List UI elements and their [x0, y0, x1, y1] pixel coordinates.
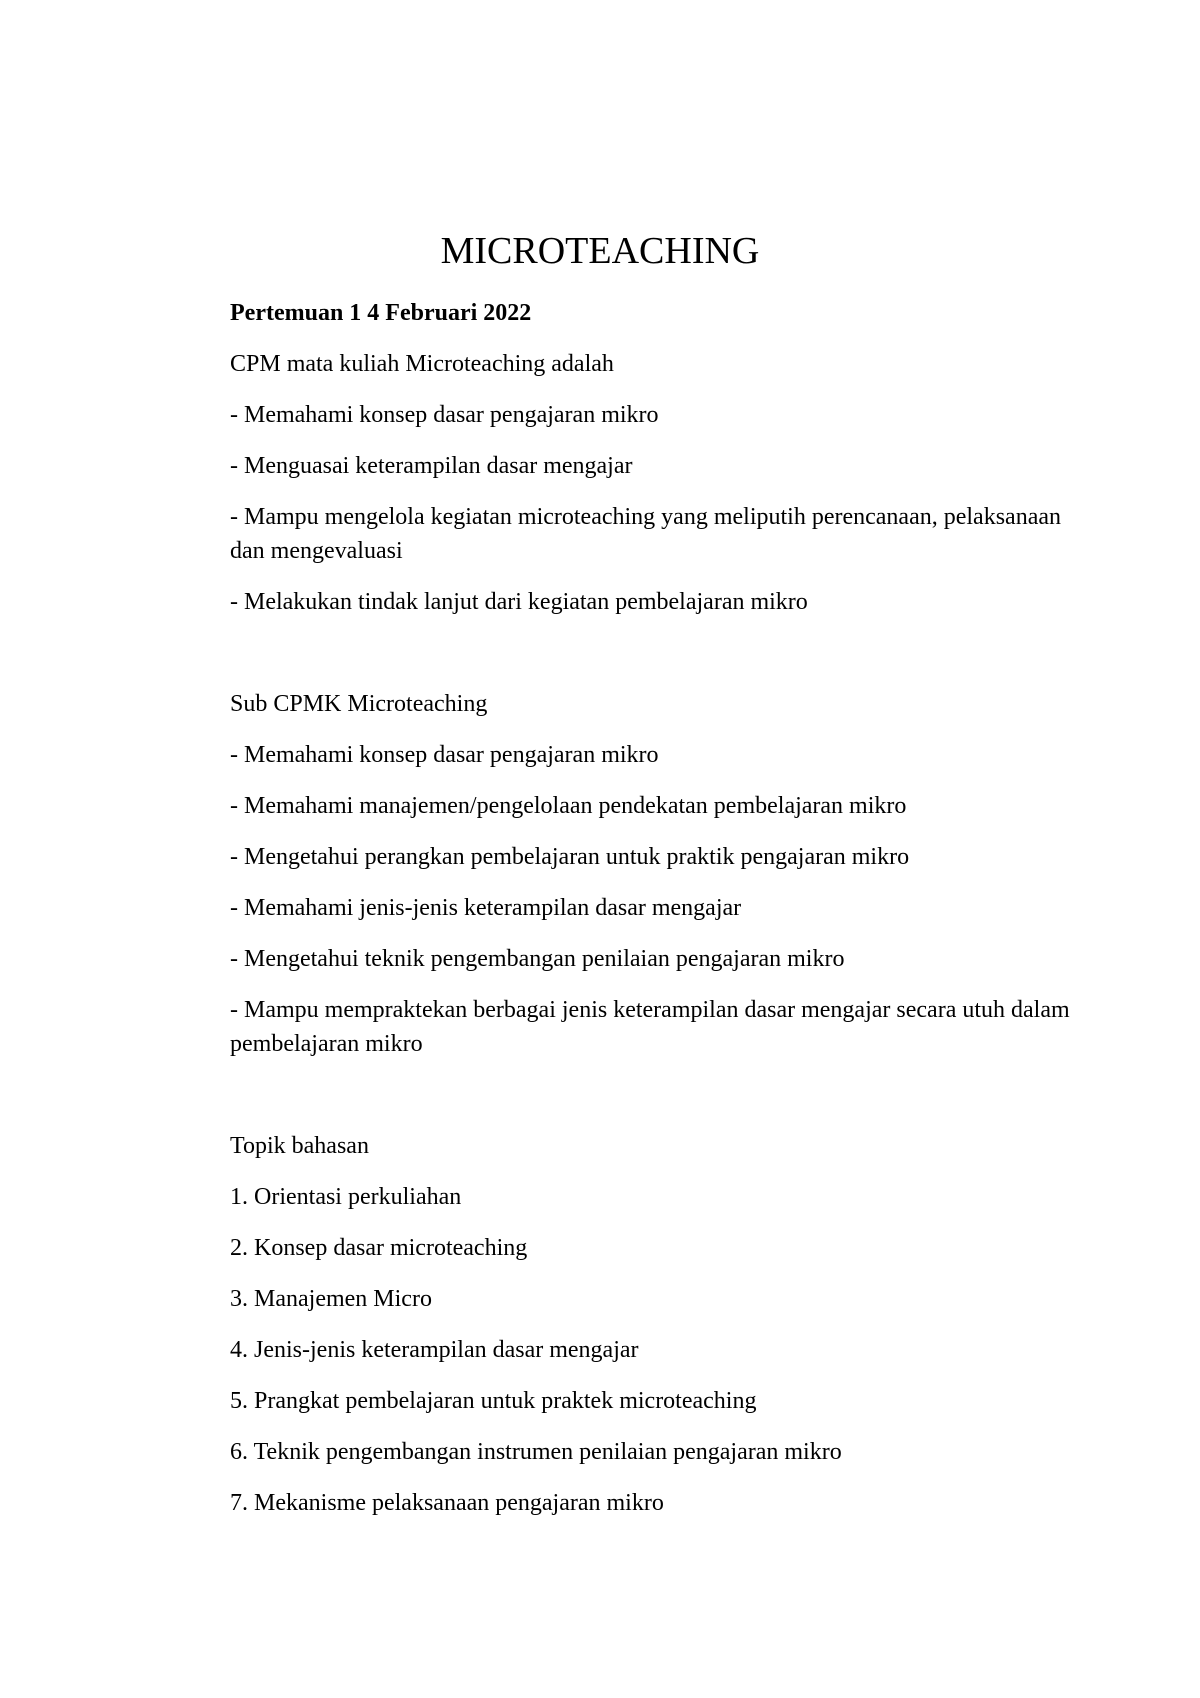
document-title: MICROTEACHING	[440, 230, 760, 272]
section-spacer	[230, 1078, 1070, 1129]
topic-item: 7. Mekanisme pelaksanaan pengajaran mikro	[230, 1490, 664, 1516]
cpm-item: - Melakukan tindak lanjut dari kegiatan pembelajaran mikro	[230, 589, 808, 615]
sub-cpmk-item: - Memahami manajemen/pengelolaan pendekatan pembelajaran mikro	[230, 793, 907, 819]
cpm-intro: CPM mata kuliah Microteaching adalah	[230, 351, 614, 377]
topic-item: 6. Teknik pengembangan instrumen penilaian pengajaran mikro	[230, 1439, 842, 1465]
topic-item: 3. Manajemen Micro	[230, 1286, 432, 1312]
topics-intro: Topik bahasan	[230, 1133, 369, 1159]
cpm-item: - Mampu mengelola kegiatan microteaching yang meliputih perencanaan, pelaksanaan dan mengevaluasi	[230, 504, 1061, 564]
sub-cpmk-item: - Memahami konsep dasar pengajaran mikro	[230, 742, 659, 768]
sub-cpmk-item: - Mengetahui teknik pengembangan penilaian pengajaran mikro	[230, 946, 845, 972]
topic-item: 5. Prangkat pembelajaran untuk praktek microteaching	[230, 1388, 757, 1414]
sub-cpmk-item: - Mampu mempraktekan berbagai jenis keterampilan dasar mengajar secara utuh dalam pembelajaran mikro	[230, 997, 1070, 1057]
sub-cpmk-item: - Memahami jenis-jenis keterampilan dasar mengajar	[230, 895, 742, 921]
sub-cpmk-intro: Sub CPMK Microteaching	[230, 691, 488, 717]
meeting-heading: Pertemuan 1 4 Februari 2022	[230, 300, 532, 326]
topic-item: 2. Konsep dasar microteaching	[230, 1235, 528, 1261]
document-body	[230, 296, 1070, 1537]
cpm-item: - Memahami konsep dasar pengajaran mikro	[230, 402, 659, 428]
section-spacer	[230, 636, 1070, 687]
topic-item: 4. Jenis-jenis keterampilan dasar mengajar	[230, 1337, 639, 1363]
topic-item: 1. Orientasi perkuliahan	[230, 1184, 462, 1210]
sub-cpmk-item: - Mengetahui perangkan pembelajaran untuk praktik pengajaran mikro	[230, 844, 910, 870]
cpm-item: - Menguasai keterampilan dasar mengajar	[230, 453, 633, 479]
